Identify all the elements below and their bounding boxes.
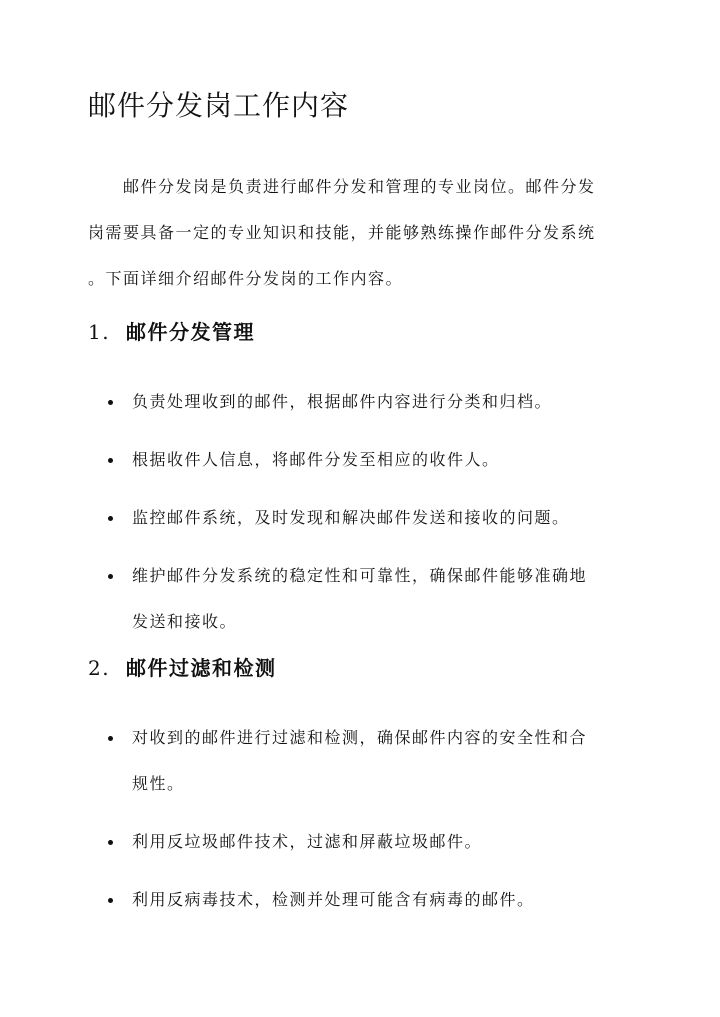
bullet-icon xyxy=(108,840,113,845)
section-heading-1 xyxy=(88,315,255,349)
section-number: 1. xyxy=(88,320,111,344)
intro-line: 。下面详细介绍邮件分发岗的工作内容。 xyxy=(88,269,404,288)
bullet-icon xyxy=(108,736,113,741)
bullet-icon xyxy=(108,400,113,405)
list-item xyxy=(108,379,648,425)
list-item xyxy=(108,495,648,541)
intro-line: 邮件分发岗是负责进行邮件分发和管理的专业岗位。邮件分发 xyxy=(88,177,596,196)
list-item-text: 利用反垃圾邮件技术，过滤和屏蔽垃圾邮件。 xyxy=(132,832,483,851)
list-item xyxy=(108,553,648,645)
list-item xyxy=(108,715,648,807)
list-item xyxy=(108,819,648,865)
list-item xyxy=(108,437,648,483)
list-item-text: 规性。 xyxy=(132,774,185,793)
list-item-text: 负责处理收到的邮件，根据邮件内容进行分类和归档。 xyxy=(132,392,553,411)
bullet-icon xyxy=(108,898,113,903)
section-1-list xyxy=(108,379,648,657)
list-item xyxy=(108,877,648,923)
bullet-icon xyxy=(108,516,113,521)
section-number: 2. xyxy=(88,656,111,680)
list-item-text: 利用反病毒技术，检测并处理可能含有病毒的邮件。 xyxy=(132,890,535,909)
intro-line: 岗需要具备一定的专业知识和技能，并能够熟练操作邮件分发系统 xyxy=(88,223,596,242)
list-item-text: 发送和接收。 xyxy=(132,612,238,631)
section-title: 邮件分发管理 xyxy=(126,320,255,344)
list-item-text: 根据收件人信息，将邮件分发至相应的收件人。 xyxy=(132,450,500,469)
section-heading-2 xyxy=(88,651,277,685)
list-item-text: 对收到的邮件进行过滤和检测，确保邮件内容的安全性和合 xyxy=(132,728,588,747)
list-item-text: 监控邮件系统，及时发现和解决邮件发送和接收的问题。 xyxy=(132,508,570,527)
section-2-list xyxy=(108,715,648,935)
intro-paragraph xyxy=(88,164,633,302)
bullet-icon xyxy=(108,458,113,463)
list-item-text: 维护邮件分发系统的稳定性和可靠性，确保邮件能够准确地 xyxy=(132,566,588,585)
page-title: 邮件分发岗工作内容 xyxy=(88,89,350,122)
bullet-icon xyxy=(108,574,113,579)
section-title: 邮件过滤和检测 xyxy=(126,656,277,680)
